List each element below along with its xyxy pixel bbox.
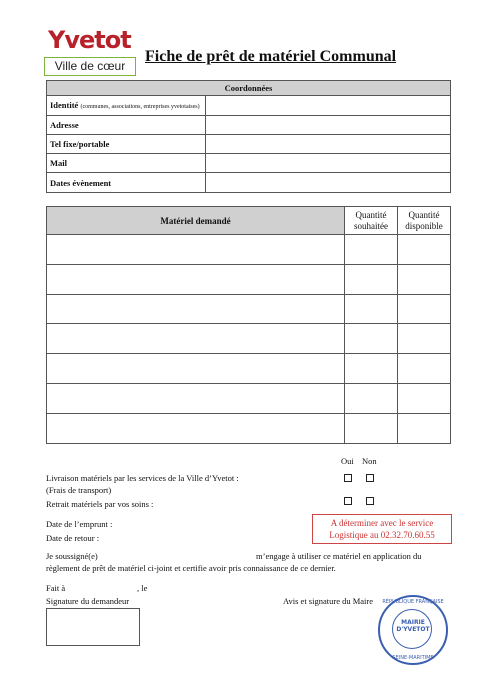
- quantite-disponible-cell[interactable]: [398, 235, 451, 265]
- stamp-center2: D'YVETOT: [396, 626, 430, 633]
- materiel-cell[interactable]: [47, 354, 345, 384]
- frais-label: (Frais de transport): [46, 485, 112, 495]
- materiel-cell[interactable]: [47, 264, 345, 294]
- materiel-cell[interactable]: [47, 294, 345, 324]
- materiel-row: [47, 413, 451, 443]
- logo-word: Yvetot: [48, 26, 131, 54]
- tel-label: Tel fixe/portable: [47, 135, 206, 154]
- quantite-souhaitee-cell[interactable]: [345, 264, 398, 294]
- date-emprunt-label: Date de l’emprunt :: [46, 519, 113, 529]
- materiel-row: [47, 294, 451, 324]
- logistique-notice: [312, 514, 452, 544]
- quantite-disponible-cell[interactable]: [398, 264, 451, 294]
- stamp-bottom: SEINE-MARITIME: [392, 655, 434, 661]
- logo-tagline: Ville de cœur: [44, 57, 136, 76]
- stamp-top: RÉPUBLIQUE FRANÇAISE: [382, 599, 444, 605]
- livraison-label: Livraison matériels par les services de la Ville d’Yvetot :: [46, 473, 239, 483]
- tel-field[interactable]: [206, 135, 451, 154]
- soussigne-line2: règlement de prêt de matériel ci-joint et certifie avoir pris connaissance de ce dernier.: [46, 563, 336, 573]
- page-title: Fiche de prêt de matériel Communal: [145, 48, 397, 65]
- quantite-souhaitee-cell[interactable]: [345, 294, 398, 324]
- identite-text: Identité: [50, 100, 79, 110]
- materiel-row: [47, 324, 451, 354]
- materiel-cell[interactable]: [47, 383, 345, 413]
- adresse-label: Adresse: [47, 116, 206, 135]
- materiel-row: [47, 354, 451, 384]
- identite-label: [47, 96, 206, 116]
- dates-label: Dates évènement: [47, 173, 206, 193]
- col-quantite-souhaitee: Quantité souhaitée: [345, 207, 398, 235]
- mail-label: Mail: [47, 154, 206, 173]
- livraison-oui-checkbox[interactable]: [344, 474, 352, 482]
- materiel-table: [46, 206, 451, 444]
- signature-maire-label: Avis et signature du Maire: [283, 596, 374, 606]
- quantite-souhaitee-cell[interactable]: [345, 413, 398, 443]
- non-label: Non: [362, 456, 377, 466]
- materiel-header: Matériel demandé: [47, 207, 345, 235]
- oui-label: Oui: [341, 456, 354, 466]
- coordonnees-table: [46, 80, 451, 193]
- materiel-cell[interactable]: [47, 324, 345, 354]
- quantite-souhaitee-cell[interactable]: [345, 354, 398, 384]
- le-label: , le: [137, 583, 148, 593]
- yvetot-logo: [44, 26, 136, 76]
- materiel-cell[interactable]: [47, 235, 345, 265]
- identite-note: (communes, associations, entreprises yvetotaises): [80, 104, 200, 110]
- retrait-oui-checkbox[interactable]: [344, 497, 352, 505]
- signature-demandeur-box[interactable]: [46, 608, 140, 646]
- quantite-disponible-cell[interactable]: [398, 294, 451, 324]
- coordonnees-header: Coordonnées: [47, 81, 451, 96]
- materiel-row: [47, 383, 451, 413]
- quantite-disponible-cell[interactable]: [398, 324, 451, 354]
- mail-field[interactable]: [206, 154, 451, 173]
- quantite-souhaitee-cell[interactable]: [345, 235, 398, 265]
- soussigne-right: m’engage à utiliser ce matériel en application du: [256, 551, 422, 561]
- livraison-non-checkbox[interactable]: [366, 474, 374, 482]
- stamp-center1: MAIRIE: [401, 619, 425, 626]
- materiel-row: [47, 235, 451, 265]
- notice-line2: Logistique au 02.32.70.60.55: [329, 530, 435, 540]
- quantite-disponible-cell[interactable]: [398, 383, 451, 413]
- adresse-field[interactable]: [206, 116, 451, 135]
- soussigne-left: Je soussigné(e): [46, 551, 98, 561]
- fait-a-label: Fait à: [46, 583, 66, 593]
- notice-line1: A déterminer avec le service: [330, 518, 434, 528]
- signature-demandeur-label: Signature du demandeur: [46, 596, 130, 606]
- dates-field[interactable]: [206, 173, 451, 193]
- quantite-disponible-cell[interactable]: [398, 413, 451, 443]
- stamp-center: [380, 619, 446, 633]
- quantite-souhaitee-cell[interactable]: [345, 383, 398, 413]
- col-quantite-disponible: Quantité disponible: [398, 207, 451, 235]
- mairie-stamp: [378, 595, 448, 665]
- quantite-disponible-cell[interactable]: [398, 354, 451, 384]
- quantite-souhaitee-cell[interactable]: [345, 324, 398, 354]
- identite-field[interactable]: [206, 96, 451, 116]
- retrait-non-checkbox[interactable]: [366, 497, 374, 505]
- retrait-label: Retrait matériels par vos soins :: [46, 499, 154, 509]
- materiel-row: [47, 264, 451, 294]
- materiel-cell[interactable]: [47, 413, 345, 443]
- date-retour-label: Date de retour :: [46, 533, 100, 543]
